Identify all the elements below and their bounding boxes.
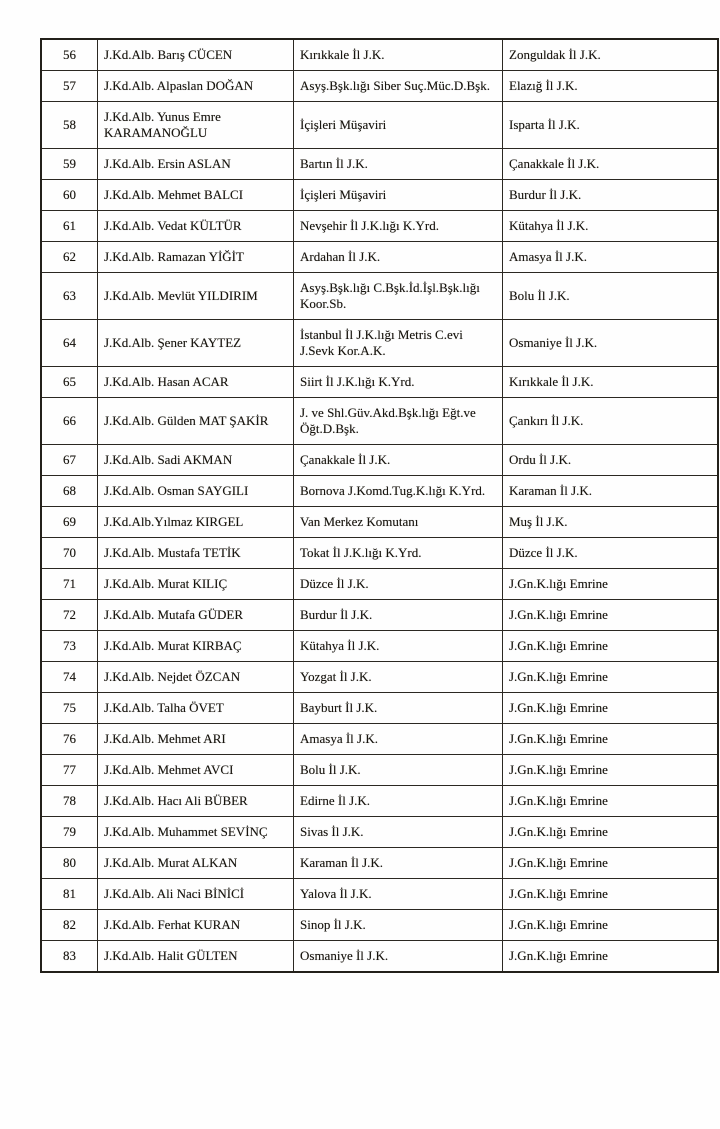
new-assignment-cell: Elazığ İl J.K. [503,71,719,102]
name-cell: J.Kd.Alb. Vedat KÜLTÜR [98,211,294,242]
table-row [41,693,718,724]
current-assignment-cell: Bayburt İl J.K. [294,693,503,724]
name-cell: J.Kd.Alb. Alpaslan DOĞAN [98,71,294,102]
name-cell: J.Kd.Alb. Gülden MAT ŞAKİR [98,398,294,445]
table-row [41,817,718,848]
name-cell: J.Kd.Alb. Mehmet AVCI [98,755,294,786]
current-assignment-cell: Asyş.Bşk.lığı C.Bşk.İd.İşl.Bşk.lığı Koor.Sb. [294,273,503,320]
name-cell: J.Kd.Alb. Murat KIRBAÇ [98,631,294,662]
name-cell: J.Kd.Alb. Yunus Emre KARAMANOĞLU [98,102,294,149]
name-cell: J.Kd.Alb. Ali Naci BİNİCİ [98,879,294,910]
current-assignment-cell: Bartın İl J.K. [294,149,503,180]
current-assignment-cell: J. ve Shl.Güv.Akd.Bşk.lığı Eğt.ve Öğt.D.Bşk. [294,398,503,445]
new-assignment-cell: Çankırı İl J.K. [503,398,719,445]
row-number-cell: 72 [41,600,98,631]
table-row [41,476,718,507]
name-cell: J.Kd.Alb. Talha ÖVET [98,693,294,724]
name-cell: J.Kd.Alb. Sadi AKMAN [98,445,294,476]
row-number-cell: 74 [41,662,98,693]
row-number-cell: 65 [41,367,98,398]
table-row [41,600,718,631]
row-number-cell: 63 [41,273,98,320]
current-assignment-cell: Yozgat İl J.K. [294,662,503,693]
name-cell: J.Kd.Alb. Şener KAYTEZ [98,320,294,367]
table-row [41,848,718,879]
row-number-cell: 79 [41,817,98,848]
row-number-cell: 75 [41,693,98,724]
table-row [41,71,718,102]
row-number-cell: 57 [41,71,98,102]
current-assignment-cell: Sinop İl J.K. [294,910,503,941]
new-assignment-cell: J.Gn.K.lığı Emrine [503,724,719,755]
current-assignment-cell: Asyş.Bşk.lığı Siber Suç.Müc.D.Bşk. [294,71,503,102]
row-number-cell: 71 [41,569,98,600]
table-row [41,149,718,180]
name-cell: J.Kd.Alb. Ramazan YİĞİT [98,242,294,273]
table-row [41,941,718,973]
new-assignment-cell: J.Gn.K.lığı Emrine [503,786,719,817]
name-cell: J.Kd.Alb. Barış CÜCEN [98,39,294,71]
new-assignment-cell: Osmaniye İl J.K. [503,320,719,367]
new-assignment-cell: Düzce İl J.K. [503,538,719,569]
new-assignment-cell: J.Gn.K.lığı Emrine [503,879,719,910]
current-assignment-cell: Nevşehir İl J.K.lığı K.Yrd. [294,211,503,242]
current-assignment-cell: Yalova İl J.K. [294,879,503,910]
table-row [41,538,718,569]
name-cell: J.Kd.Alb. Muhammet SEVİNÇ [98,817,294,848]
row-number-cell: 73 [41,631,98,662]
current-assignment-cell: Sivas İl J.K. [294,817,503,848]
personnel-assignment-table [40,38,719,973]
row-number-cell: 78 [41,786,98,817]
current-assignment-cell: Siirt İl J.K.lığı K.Yrd. [294,367,503,398]
new-assignment-cell: Kırıkkale İl J.K. [503,367,719,398]
current-assignment-cell: Tokat İl J.K.lığı K.Yrd. [294,538,503,569]
table-row [41,569,718,600]
new-assignment-cell: J.Gn.K.lığı Emrine [503,600,719,631]
current-assignment-cell: Kırıkkale İl J.K. [294,39,503,71]
new-assignment-cell: Çanakkale İl J.K. [503,149,719,180]
new-assignment-cell: J.Gn.K.lığı Emrine [503,631,719,662]
new-assignment-cell: J.Gn.K.lığı Emrine [503,941,719,973]
name-cell: J.Kd.Alb. Mustafa TETİK [98,538,294,569]
current-assignment-cell: Bornova J.Komd.Tug.K.lığı K.Yrd. [294,476,503,507]
name-cell: J.Kd.Alb.Yılmaz KIRGEL [98,507,294,538]
table-row [41,102,718,149]
name-cell: J.Kd.Alb. Ersin ASLAN [98,149,294,180]
table-body [41,39,718,972]
row-number-cell: 56 [41,39,98,71]
row-number-cell: 77 [41,755,98,786]
name-cell: J.Kd.Alb. Osman SAYGILI [98,476,294,507]
row-number-cell: 67 [41,445,98,476]
row-number-cell: 64 [41,320,98,367]
current-assignment-cell: Osmaniye İl J.K. [294,941,503,973]
new-assignment-cell: Burdur İl J.K. [503,180,719,211]
name-cell: J.Kd.Alb. Ferhat KURAN [98,910,294,941]
current-assignment-cell: Ardahan İl J.K. [294,242,503,273]
current-assignment-cell: İçişleri Müşaviri [294,102,503,149]
new-assignment-cell: J.Gn.K.lığı Emrine [503,817,719,848]
name-cell: J.Kd.Alb. Hasan ACAR [98,367,294,398]
name-cell: J.Kd.Alb. Mehmet BALCI [98,180,294,211]
table-row [41,398,718,445]
row-number-cell: 62 [41,242,98,273]
table-row [41,662,718,693]
row-number-cell: 68 [41,476,98,507]
current-assignment-cell: Burdur İl J.K. [294,600,503,631]
current-assignment-cell: Edirne İl J.K. [294,786,503,817]
row-number-cell: 82 [41,910,98,941]
current-assignment-cell: Karaman İl J.K. [294,848,503,879]
table-row [41,507,718,538]
table-row [41,445,718,476]
name-cell: J.Kd.Alb. Murat ALKAN [98,848,294,879]
current-assignment-cell: Van Merkez Komutanı [294,507,503,538]
new-assignment-cell: Bolu İl J.K. [503,273,719,320]
table-row [41,786,718,817]
new-assignment-cell: Muş İl J.K. [503,507,719,538]
row-number-cell: 83 [41,941,98,973]
table-row [41,180,718,211]
current-assignment-cell: Amasya İl J.K. [294,724,503,755]
table-row [41,273,718,320]
table-row [41,755,718,786]
new-assignment-cell: Isparta İl J.K. [503,102,719,149]
current-assignment-cell: Çanakkale İl J.K. [294,445,503,476]
current-assignment-cell: Kütahya İl J.K. [294,631,503,662]
new-assignment-cell: J.Gn.K.lığı Emrine [503,848,719,879]
new-assignment-cell: J.Gn.K.lığı Emrine [503,569,719,600]
row-number-cell: 70 [41,538,98,569]
row-number-cell: 80 [41,848,98,879]
current-assignment-cell: İstanbul İl J.K.lığı Metris C.evi J.Sevk Kor.A.K. [294,320,503,367]
new-assignment-cell: Zonguldak İl J.K. [503,39,719,71]
new-assignment-cell: Ordu İl J.K. [503,445,719,476]
row-number-cell: 81 [41,879,98,910]
row-number-cell: 61 [41,211,98,242]
table-row [41,367,718,398]
new-assignment-cell: J.Gn.K.lığı Emrine [503,662,719,693]
table-row [41,724,718,755]
name-cell: J.Kd.Alb. Mevlüt YILDIRIM [98,273,294,320]
table-row [41,211,718,242]
row-number-cell: 66 [41,398,98,445]
name-cell: J.Kd.Alb. Mutafa GÜDER [98,600,294,631]
table-row [41,631,718,662]
current-assignment-cell: İçişleri Müşaviri [294,180,503,211]
table-row [41,39,718,71]
name-cell: J.Kd.Alb. Halit GÜLTEN [98,941,294,973]
new-assignment-cell: Kütahya İl J.K. [503,211,719,242]
new-assignment-cell: J.Gn.K.lığı Emrine [503,910,719,941]
table-row [41,879,718,910]
table-row [41,320,718,367]
new-assignment-cell: J.Gn.K.lığı Emrine [503,755,719,786]
row-number-cell: 76 [41,724,98,755]
row-number-cell: 58 [41,102,98,149]
current-assignment-cell: Bolu İl J.K. [294,755,503,786]
new-assignment-cell: Karaman İl J.K. [503,476,719,507]
table-row [41,910,718,941]
name-cell: J.Kd.Alb. Murat KILIÇ [98,569,294,600]
table-row [41,242,718,273]
row-number-cell: 59 [41,149,98,180]
row-number-cell: 60 [41,180,98,211]
name-cell: J.Kd.Alb. Nejdet ÖZCAN [98,662,294,693]
current-assignment-cell: Düzce İl J.K. [294,569,503,600]
new-assignment-cell: J.Gn.K.lığı Emrine [503,693,719,724]
new-assignment-cell: Amasya İl J.K. [503,242,719,273]
name-cell: J.Kd.Alb. Hacı Ali BÜBER [98,786,294,817]
name-cell: J.Kd.Alb. Mehmet ARI [98,724,294,755]
row-number-cell: 69 [41,507,98,538]
